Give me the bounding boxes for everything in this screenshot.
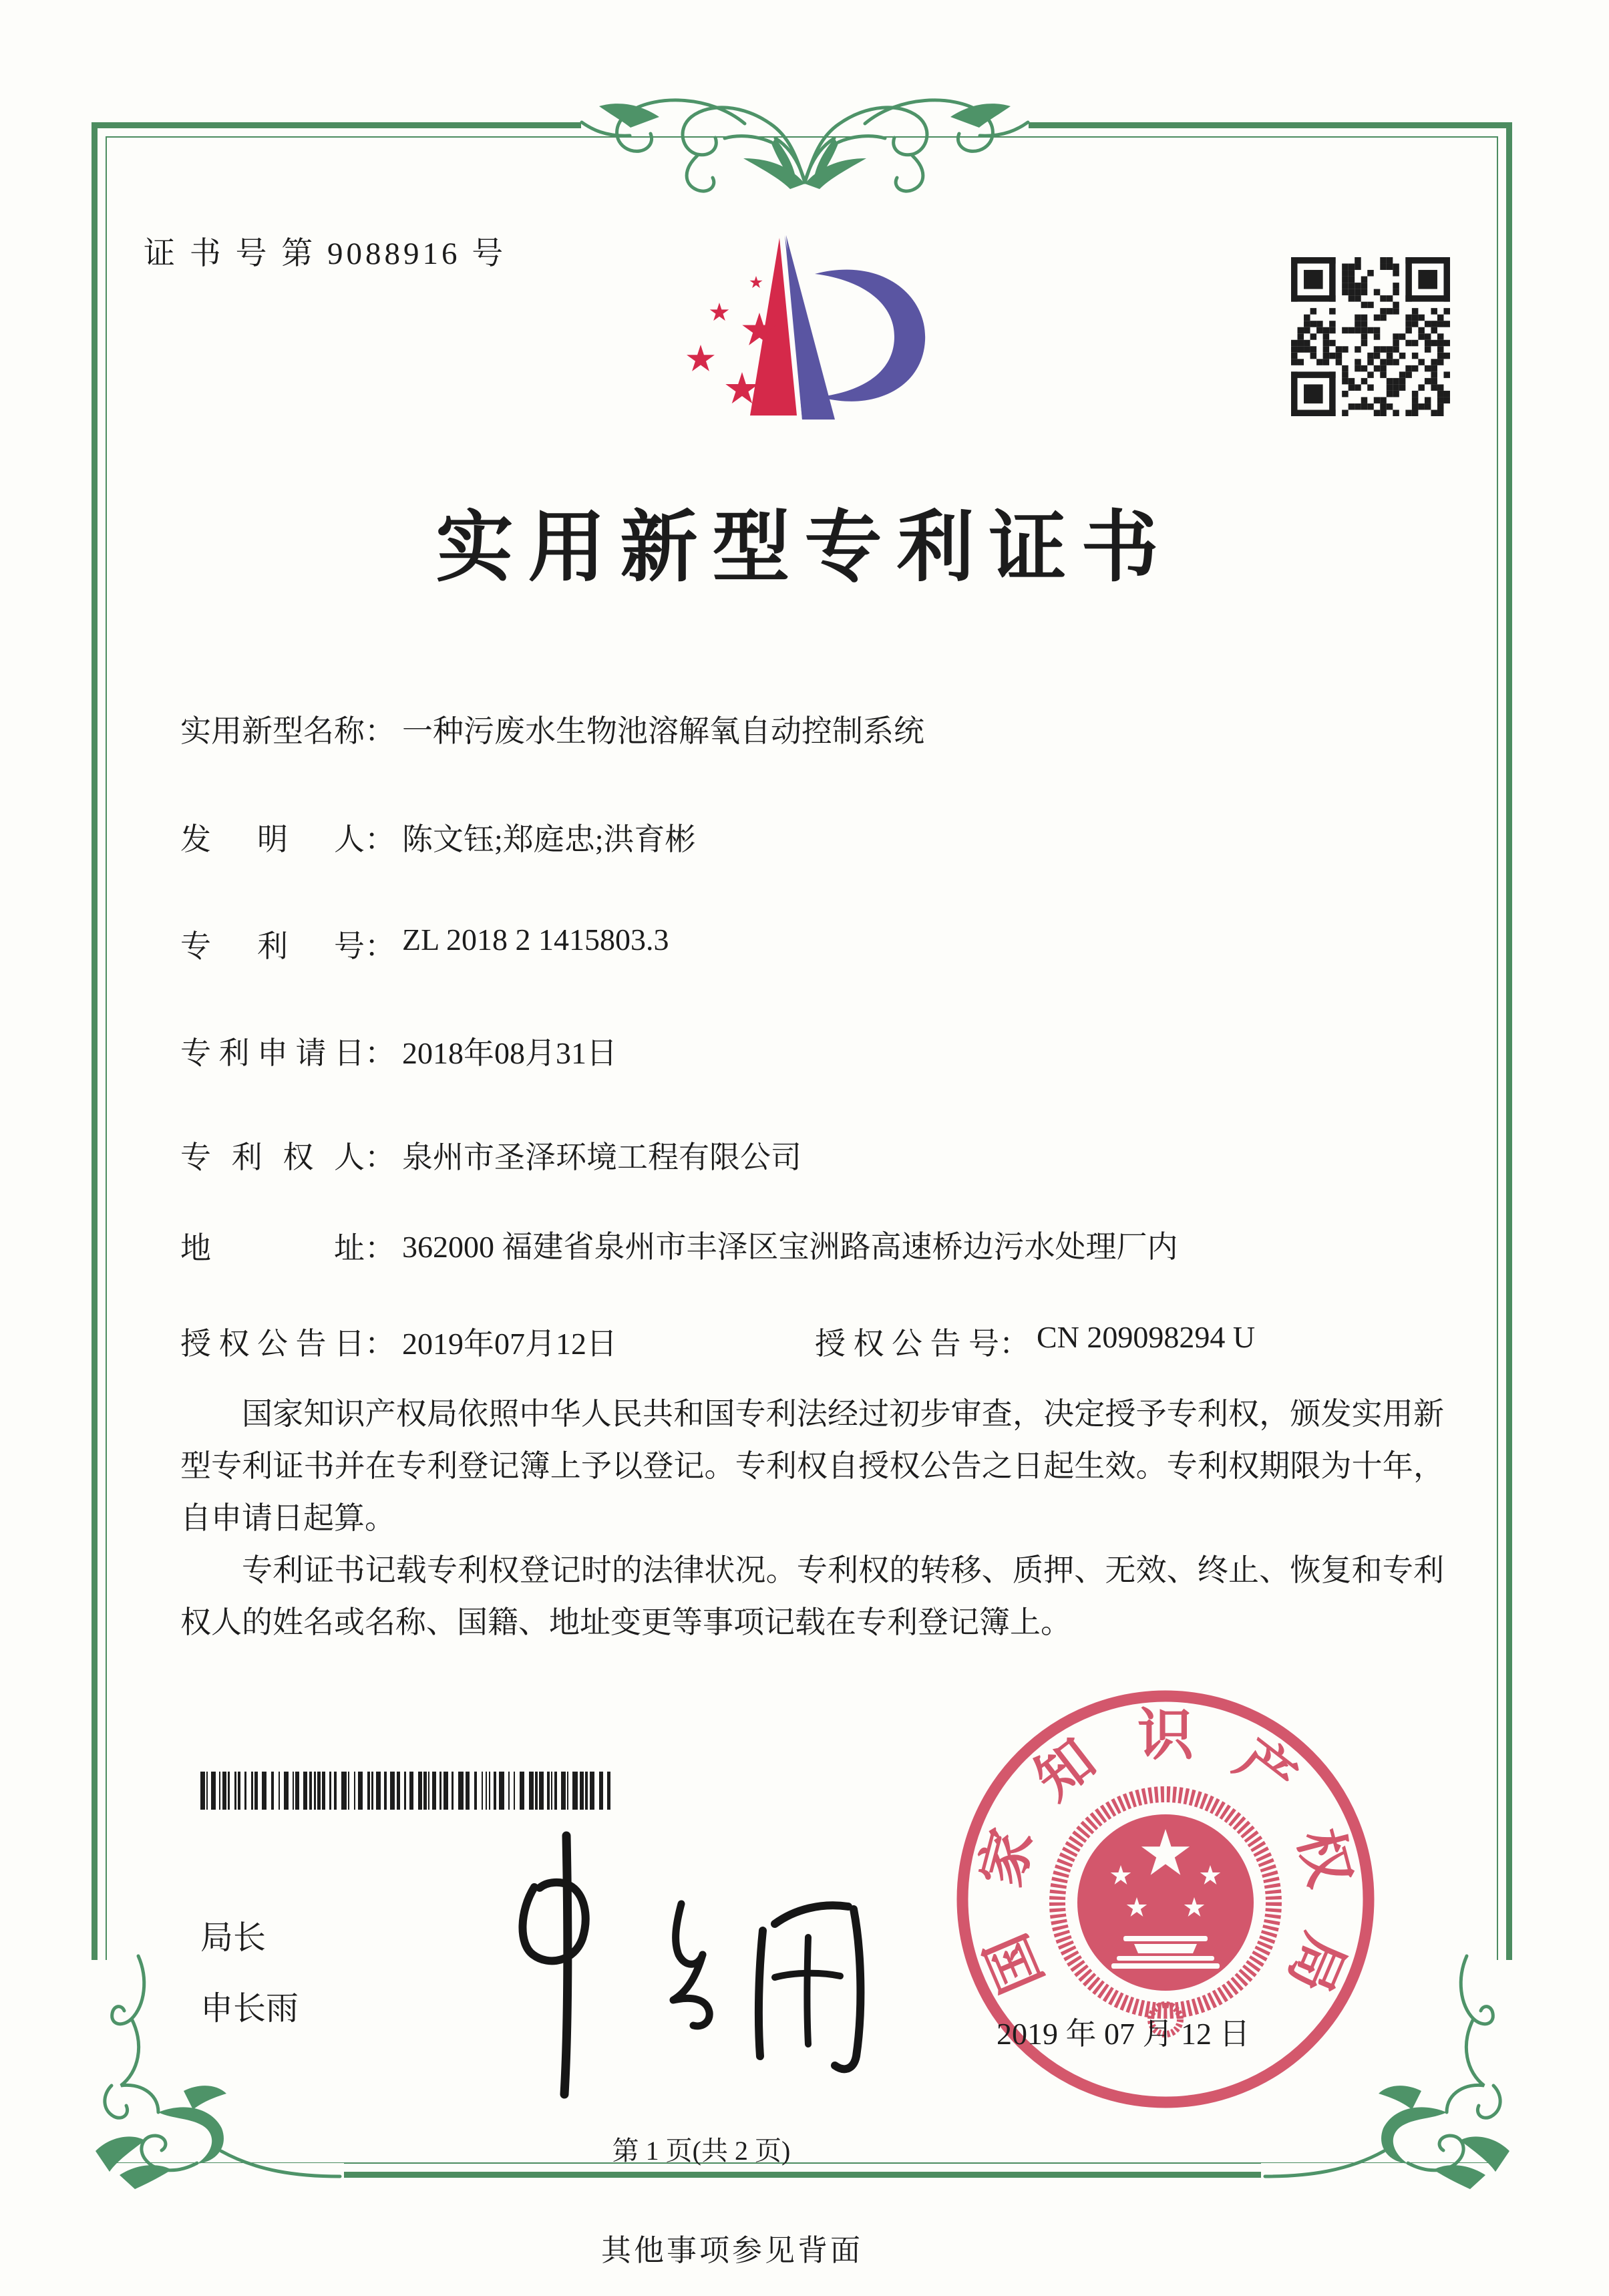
svg-text:局: 局	[1276, 1925, 1357, 2002]
field-filing-date: 专利申请日： 2018年08月31日	[180, 1029, 617, 1073]
seal-date: 2019 年 07 月 12 日	[997, 2017, 1250, 2051]
field-value: ZL 2018 2 1415803.3	[402, 923, 669, 957]
field-value: 2019年07月12日	[402, 1327, 617, 1361]
field-value: 362000 福建省泉州市丰泽区宝洲路高速桥边污水处理厂内	[402, 1230, 1178, 1264]
field-label: 地址	[180, 1231, 365, 1265]
field-label: 发明人	[180, 822, 365, 856]
svg-text:权: 权	[1286, 1822, 1363, 1893]
legal-paragraph-1: 国家知识产权局依照中华人民共和国专利法经过初步审查，决定授予专利权，颁发实用新型专利证书并在专利登记簿上予以登记。专利权自授权公告之日起生效。专利权期限为十年，自申请日起算。	[180, 1397, 1444, 1535]
legal-paragraph-2: 专利证书记载专利权登记时的法律状况。专利权的转移、质押、无效、终止、恢复和专利权人的姓名或名称、国籍、地址变更等事项记载在专利登记簿上。	[180, 1553, 1444, 1639]
field-value: 陈文钰;郑庭忠;洪育彬	[402, 822, 696, 856]
field-value: CN 209098294 U	[1037, 1320, 1256, 1354]
field-label: 专利权人	[180, 1140, 365, 1174]
page-title: 实用新型专利证书	[435, 504, 1174, 591]
field-name: 实用新型名称： 一种污废水生物池溶解氧自动控制系统	[180, 707, 924, 751]
field-label: 实用新型名称	[180, 714, 365, 748]
field-label: 专利申请日	[180, 1036, 365, 1070]
director-name: 申长雨	[200, 1991, 299, 2027]
field-inventor: 发明人： 陈文钰;郑庭忠;洪育彬	[180, 815, 696, 859]
certificate-number: 证 书 号 第 9088916 号	[144, 236, 507, 271]
field-patent-number: 专利号： ZL 2018 2 1415803.3	[180, 922, 669, 966]
legal-text	[180, 1388, 1444, 1649]
field-value: 一种污废水生物池溶解氧自动控制系统	[402, 714, 924, 748]
back-side-note: 其他事项参见背面	[601, 2234, 864, 2267]
field-label: 授权公告号	[815, 1327, 999, 1361]
svg-text:家: 家	[968, 1822, 1045, 1893]
field-value: 泉州市圣泽环境工程有限公司	[402, 1140, 801, 1174]
field-value: 2018年08月31日	[402, 1036, 617, 1070]
field-patentee: 专利权人： 泉州市圣泽环境工程有限公司	[180, 1133, 801, 1177]
svg-text:识: 识	[1137, 1703, 1194, 1766]
barcode	[200, 1772, 611, 1810]
svg-text:国: 国	[974, 1925, 1055, 2002]
director-signature-handwriting	[461, 1824, 888, 2104]
page-number: 第 1 页(共 2 页)	[612, 2136, 791, 2166]
field-address: 地址： 362000 福建省泉州市丰泽区宝洲路高速桥边污水处理厂内	[180, 1224, 1230, 1271]
svg-text:知: 知	[1023, 1727, 1107, 1812]
field-grant: 授权公告日： 2019年07月12日 授权公告号： CN 209098294 U	[180, 1319, 617, 1363]
field-label: 专利号	[180, 929, 365, 963]
field-grant-number: 授权公告号： CN 209098294 U	[815, 1319, 1255, 1363]
svg-text:产: 产	[1224, 1727, 1308, 1812]
director-title: 局长	[200, 1920, 266, 1956]
field-label: 授权公告日	[180, 1327, 365, 1361]
